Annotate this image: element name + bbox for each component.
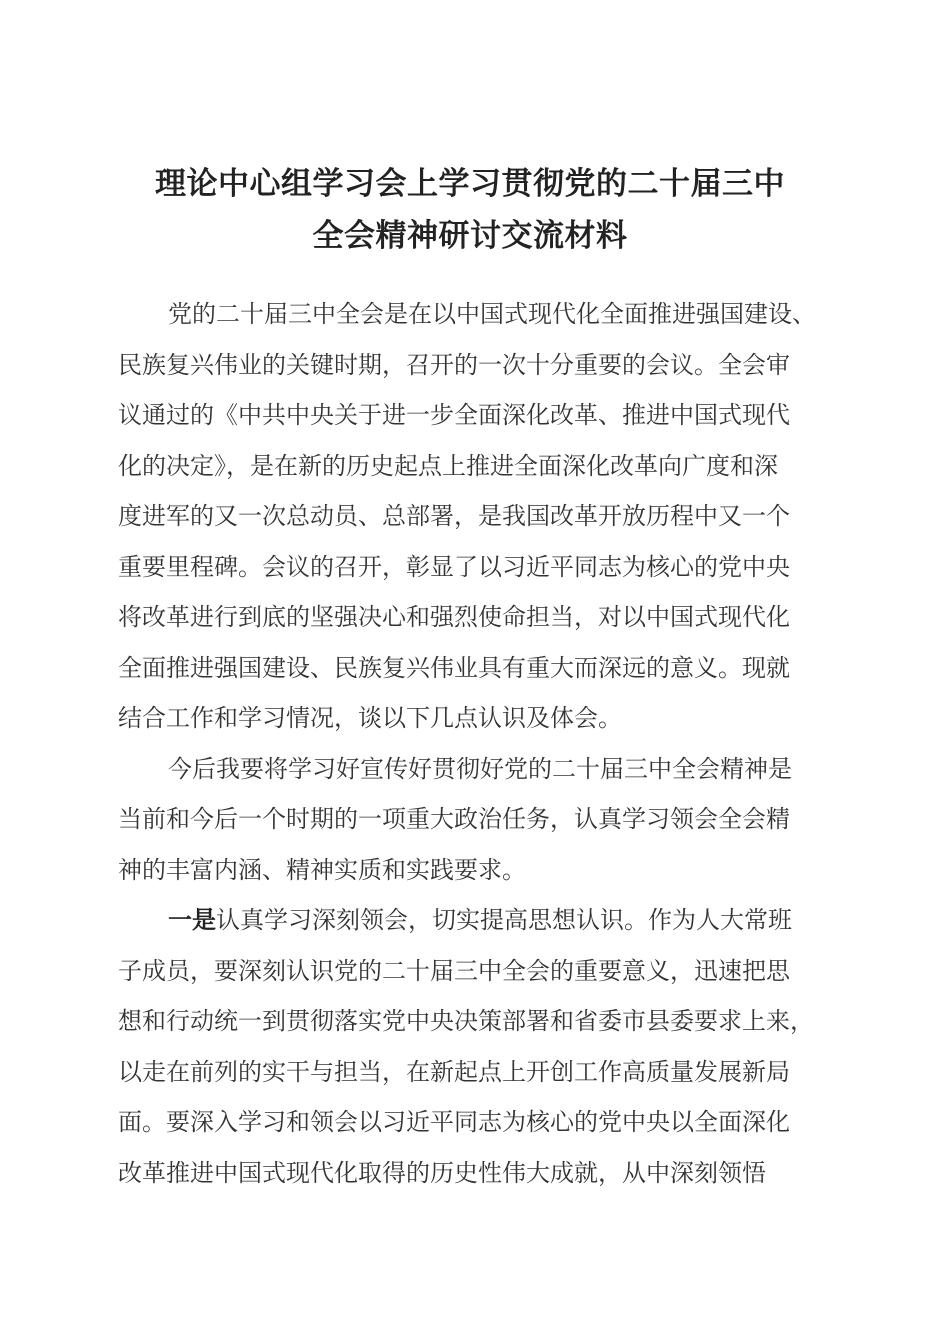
paragraph-line: 党的二十届三中全会是在以中国式现代化全面推进强国建设、 — [168, 300, 816, 328]
paragraph-line: 今后我要将学习好宣传好贯彻好党的二十届三中全会精神是 — [168, 754, 792, 783]
paragraph-line: 以走在前列的实干与担当，在新起点上开创工作高质量发展新局 — [118, 1057, 790, 1086]
paragraph-line-text: 认真学习深刻领会，切实提高思想认识。作为人大常班 — [216, 906, 792, 934]
paragraph-line: 结合工作和学习情况，谈以下几点认识及体会。 — [118, 704, 622, 732]
paragraph-line: 面。要深入学习和领会以习近平同志为核心的党中央以全面深化 — [118, 1108, 790, 1136]
paragraph-line: 当前和今后一个时期的一项重大政治任务，认真学习领会全会精 — [118, 805, 790, 833]
paragraph-line: 民族复兴伟业的关键时期，召开的一次十分重要的会议。全会审 — [118, 350, 790, 379]
document-body — [118, 289, 838, 1198]
paragraph-line: 将改革进行到底的坚强决心和强烈使命担当，对以中国式现代化 — [118, 603, 790, 631]
document-title — [100, 158, 840, 262]
paragraph-line: 度进军的又一次总动员、总部署，是我国改革开放历程中又一个 — [118, 502, 790, 530]
paragraph-line: 重要里程碑。会议的召开，彰显了以习近平同志为核心的党中央 — [118, 552, 790, 581]
title-line: 全会精神研讨交流材料 — [312, 218, 628, 254]
bold-lead: 一是 — [168, 905, 216, 934]
paragraph-line: 子成员，要深刻认识党的二十届三中全会的重要意义，迅速把思 — [118, 956, 790, 985]
paragraph-line: 想和行动统一到贯彻落实党中央决策部署和省委市县委要求上来， — [118, 1007, 814, 1035]
paragraph-line: 议通过的《中共中央关于进一步全面深化改革、推进中国式现代 — [118, 401, 790, 429]
paragraph-line: 全面推进强国建设、民族复兴伟业具有重大而深远的意义。现就 — [118, 653, 790, 682]
paragraph-line — [118, 895, 838, 946]
paragraph-line: 化的决定》，是在新的历史起点上推进全面深化改革向广度和深 — [118, 451, 778, 480]
paragraph-line: 神的丰富内涵、精神实质和实践要求。 — [118, 855, 526, 884]
title-line: 理论中心组学习会上学习贯彻党的二十届三中 — [155, 166, 785, 202]
paragraph-line: 改革推进中国式现代化取得的历史性伟大成就，从中深刻领悟 — [118, 1158, 766, 1187]
